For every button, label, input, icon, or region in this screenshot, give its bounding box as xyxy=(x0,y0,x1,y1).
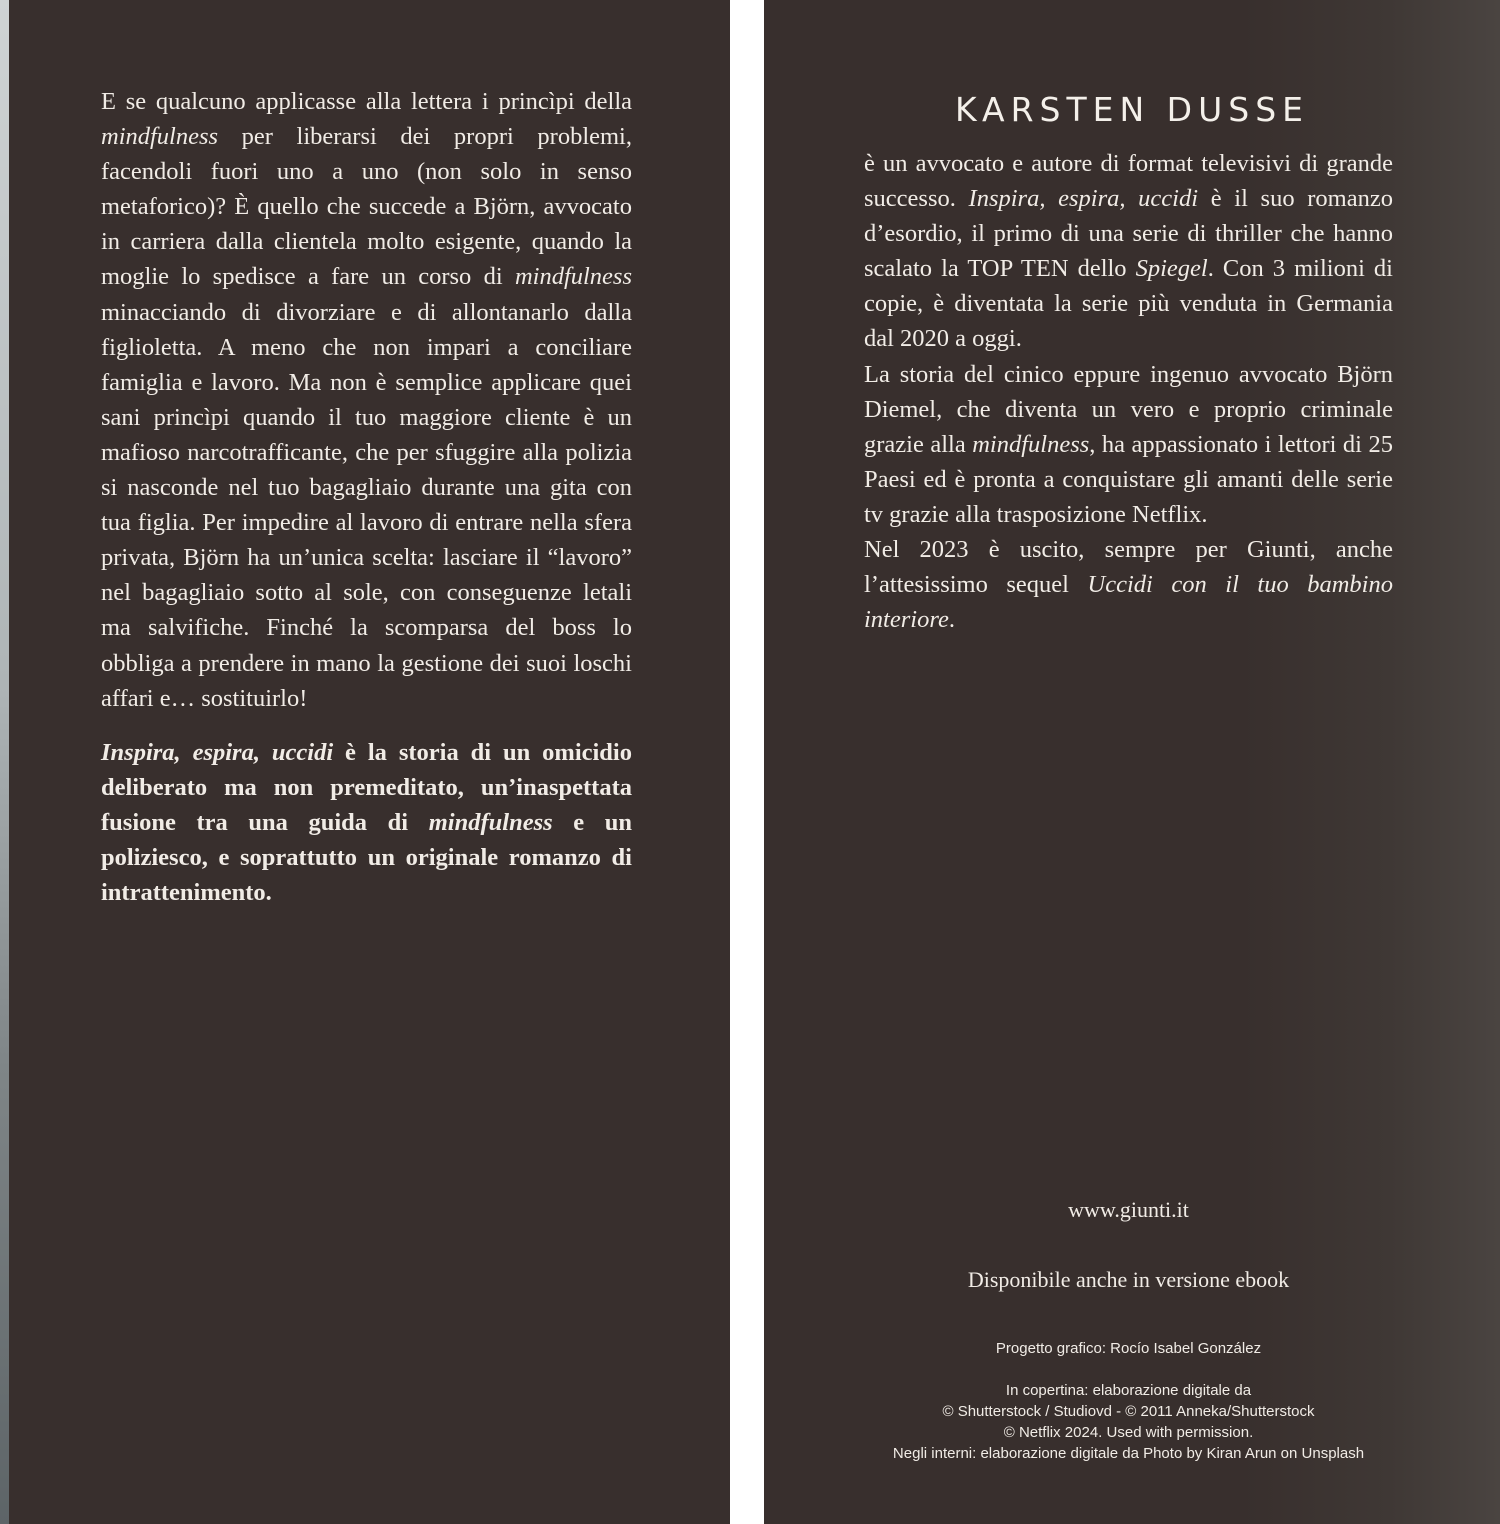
bio-paragraph xyxy=(864,146,1393,357)
author-name: KARSTEN DUSSE xyxy=(954,90,1309,129)
bio-segment: , ha appassionato i lettori di 25 Paesi ed è pronta a conquistare gli amanti delle serie tv grazie alla trasposizione Netflix. xyxy=(864,430,1393,528)
synopsis-segment: minacciando di divorziare e di allontanarlo dalla figlioletta. A meno che non impari a conciliare famiglia e lavoro. Ma non è semplice applicare quei sani princìpi quando il tuo maggiore cliente è un mafioso narcotrafficante, che per sfuggire alla polizia si nasconde nel tuo bagagliaio durante una gita con tua figlia. Per impedire al lavoro di entrare nella sfera privata, Björn ha un’unica scelta: lasciare il “lavoro” nel bagagliaio sotto al sole, con conseguenze letali ma salvifiche. Finché la scomparsa del boss lo obbliga a prendere in mano la gestione dei suoi loschi affari e… sostituirlo! xyxy=(101,298,632,712)
bio-segment: è il suo romanzo d’esordio, il primo di una serie di thriller che hanno scalato la TOP TEN dello xyxy=(864,185,1393,283)
author-bio xyxy=(864,146,1393,637)
synopsis-text xyxy=(101,84,632,716)
design-credit: Progetto grafico: Rocío Isabel González xyxy=(995,1340,1262,1357)
synopsis-italic: mindfulness xyxy=(101,123,219,151)
book-pitch xyxy=(101,735,632,910)
bio-italic: Uccidi con il tuo bambino interiore xyxy=(864,571,1393,634)
bio-italic: mindfulness xyxy=(972,430,1090,458)
pitch-segment: è la storia di un omicidio deliberato ma non premeditato, un’inaspettata fusione tra una guida di xyxy=(101,739,632,837)
bio-segment: La storia del cinico eppure ingenuo avvocato Björn Diemel, che diventa un vero e proprio criminale grazie alla xyxy=(864,360,1393,458)
credit-line: Negli interni: elaborazione digitale da Photo by Kiran Arun on Unsplash xyxy=(892,1445,1365,1462)
pitch-title-italic: Inspira, espira, uccidi xyxy=(101,739,334,766)
bio-segment: Nel 2023 è uscito, sempre per Giunti, anche l’attesissimo sequel xyxy=(864,536,1393,599)
cover-image-edge xyxy=(0,0,9,1524)
bio-segment: è un avvocato e autore di format televisivi di grande successo. xyxy=(864,150,1393,213)
ebook-availability: Disponibile anche in versione ebook xyxy=(967,1267,1290,1292)
synopsis-segment: per liberarsi dei propri problemi, facendoli fuori uno a uno (non solo in senso metaforico)? È quello che succede a Björn, avvocato in carriera dalla clientela molto esigente, quando la moglie lo spedisce a fare un corso di xyxy=(101,123,632,291)
synopsis-italic: mindfulness xyxy=(514,263,632,291)
synopsis-segment: E se qualcuno applicasse alla lettera i princìpi della xyxy=(101,88,632,115)
credit-line: In copertina: elaborazione digitale da xyxy=(1005,1382,1252,1399)
credit-line: © Shutterstock / Studiovd - © 2011 Anneka/Shutterstock xyxy=(942,1403,1315,1420)
right-flap xyxy=(764,0,1500,1524)
pitch-italic: mindfulness xyxy=(428,809,553,837)
bio-segment: . Con 3 milioni di copie, è diventata la serie più venduta in Germania dal 2020 a oggi. xyxy=(864,255,1393,353)
publisher-website: www.giunti.it xyxy=(1068,1197,1189,1222)
left-flap xyxy=(9,0,730,1524)
image-credits xyxy=(764,1380,1493,1464)
pitch-segment: e un poliziesco, e soprattutto un originale romanzo di intrattenimento. xyxy=(101,809,632,907)
bio-italic: Spiegel xyxy=(1135,255,1208,283)
bio-paragraph xyxy=(864,357,1393,532)
bio-segment: . xyxy=(948,606,955,634)
credit-line: © Netflix 2024. Used with permission. xyxy=(1003,1424,1254,1441)
bio-italic: Inspira, espira, uccidi xyxy=(968,185,1199,213)
bio-paragraph xyxy=(864,532,1393,637)
